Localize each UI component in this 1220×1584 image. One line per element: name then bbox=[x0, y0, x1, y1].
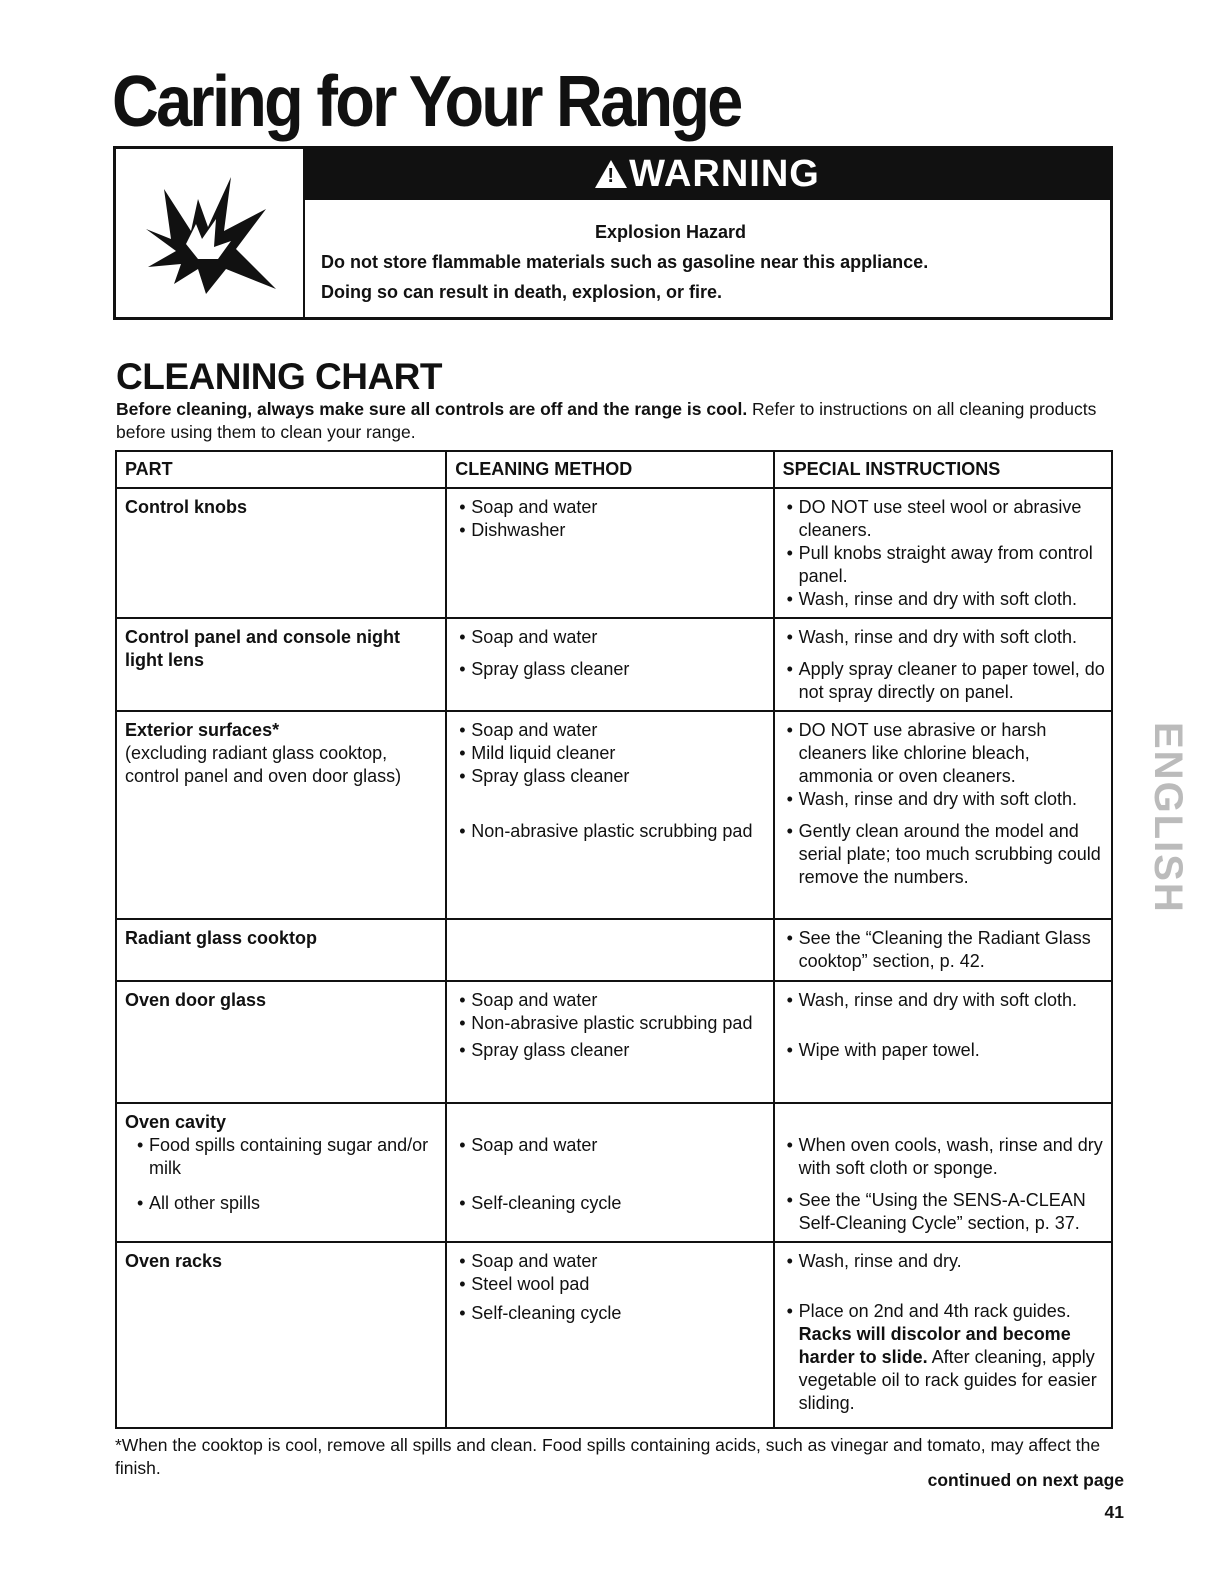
method-item: • Spray glass cleaner bbox=[455, 1039, 766, 1062]
table-row bbox=[116, 919, 1112, 981]
table-header-row bbox=[116, 451, 1112, 488]
instruction-item: • Pull knobs straight away from control panel. bbox=[783, 542, 1105, 588]
instruction-item: • See the “Using the SENS-A-CLEAN Self-Cleaning Cycle” section, p. 37. bbox=[783, 1189, 1105, 1235]
instruction-item: • See the “Cleaning the Radiant Glass cooktop” section, p. 42. bbox=[783, 927, 1105, 973]
method-item: • Soap and water bbox=[455, 1250, 766, 1273]
part-name: Control panel and console night light lens bbox=[125, 627, 401, 670]
instruction-item: • Wash, rinse and dry. bbox=[783, 1250, 1105, 1273]
cleaning-table bbox=[115, 450, 1113, 1429]
method-item: • Steel wool pad bbox=[455, 1273, 766, 1296]
rack-instruction-post: After cleaning, apply vegetable oil to rack guides for easier sliding. bbox=[798, 1347, 1097, 1413]
instruction-item: • Apply spray cleaner to paper towel, do not spray directly on panel. bbox=[783, 658, 1105, 704]
method-item: • Soap and water bbox=[455, 496, 766, 519]
part-name: Oven racks bbox=[125, 1251, 223, 1271]
rack-instruction-pre: Place on 2nd and 4th rack guides. bbox=[798, 1301, 1071, 1321]
part-name: Control knobs bbox=[125, 497, 247, 517]
method-item: • Dishwasher bbox=[455, 519, 766, 542]
part-name: Oven door glass bbox=[125, 990, 267, 1010]
col-header-part: PART bbox=[116, 451, 446, 488]
col-header-method: CLEANING METHOD bbox=[446, 451, 773, 488]
col-header-instructions: SPECIAL INSTRUCTIONS bbox=[774, 451, 1112, 488]
instruction-item bbox=[783, 1300, 1105, 1415]
warning-text bbox=[321, 217, 1100, 307]
language-side-tab bbox=[1146, 722, 1190, 942]
table-row bbox=[116, 981, 1112, 1103]
rack-instruction-bold: Racks will discolor and become harder to slide. bbox=[798, 1324, 1071, 1367]
warning-banner bbox=[305, 149, 1110, 200]
warning-hazard: Explosion Hazard bbox=[594, 222, 747, 242]
warning-label: WARNING bbox=[629, 153, 820, 195]
method-item: • Soap and water bbox=[455, 1134, 766, 1157]
instruction-item: • DO NOT use abrasive or harsh cleaners like chlorine bleach, ammonia or oven cleaners. bbox=[783, 719, 1105, 788]
instruction-item: • Wipe with paper towel. bbox=[783, 1039, 1105, 1062]
part-item: • All other spills bbox=[133, 1192, 439, 1215]
part-name: Exterior surfaces* bbox=[125, 720, 280, 740]
method-item: • Non-abrasive plastic scrubbing pad bbox=[455, 820, 766, 843]
method-item: • Mild liquid cleaner bbox=[455, 742, 766, 765]
warning-triangle-icon: ! bbox=[595, 160, 627, 188]
intro-rest: Refer to instructions on all cleaning products before using them to clean your range. bbox=[116, 399, 1097, 442]
part-item: • Food spills containing sugar and/or milk bbox=[133, 1134, 439, 1180]
method-item: • Self-cleaning cycle bbox=[455, 1192, 766, 1215]
page-number: 41 bbox=[1104, 1502, 1124, 1522]
intro-bold: Before cleaning, always make sure all controls are off and the range is cool. bbox=[116, 399, 748, 419]
warning-box bbox=[113, 146, 1113, 320]
method-item: • Spray glass cleaner bbox=[455, 658, 766, 681]
part-name: Oven cavity bbox=[125, 1112, 227, 1132]
footnote: *When the cooktop is cool, remove all spills and clean. Food spills containing acids, such as vinegar and tomato, may affect the finish. bbox=[115, 1435, 1101, 1478]
table-row bbox=[116, 618, 1112, 711]
table-row bbox=[116, 1242, 1112, 1428]
part-name: Radiant glass cooktop bbox=[125, 928, 318, 948]
page-title: Caring for Your Range bbox=[112, 62, 741, 142]
cleaning-intro bbox=[116, 398, 1116, 444]
instruction-item: • When oven cools, wash, rinse and dry with soft cloth or sponge. bbox=[783, 1134, 1105, 1180]
instruction-item: • DO NOT use steel wool or abrasive cleaners. bbox=[783, 496, 1105, 542]
side-tab-label: ENGLISH bbox=[1146, 722, 1190, 914]
method-item: • Soap and water bbox=[455, 719, 766, 742]
method-item: • Spray glass cleaner bbox=[455, 765, 766, 788]
table-row bbox=[116, 1103, 1112, 1242]
instruction-item: • Wash, rinse and dry with soft cloth. bbox=[783, 588, 1105, 611]
table-row bbox=[116, 711, 1112, 919]
warning-line-2: Doing so can result in death, explosion, or fire. bbox=[321, 282, 723, 302]
method-item: • Self-cleaning cycle bbox=[455, 1302, 766, 1325]
instruction-item: • Gently clean around the model and serial plate; too much scrubbing could remove the numbers. bbox=[783, 820, 1105, 889]
instruction-item: • Wash, rinse and dry with soft cloth. bbox=[783, 788, 1105, 811]
warning-line-1: Do not store flammable materials such as gasoline near this appliance. bbox=[321, 252, 929, 272]
continued-label: continued on next page bbox=[927, 1470, 1124, 1490]
instruction-item: • Wash, rinse and dry with soft cloth. bbox=[783, 989, 1105, 1012]
method-item: • Non-abrasive plastic scrubbing pad bbox=[455, 1012, 766, 1035]
part-note: (excluding radiant glass cooktop, control panel and oven door glass) bbox=[125, 743, 402, 786]
explosion-icon bbox=[116, 149, 305, 317]
table-row bbox=[116, 488, 1112, 618]
method-item: • Soap and water bbox=[455, 626, 766, 649]
instruction-item: • Wash, rinse and dry with soft cloth. bbox=[783, 626, 1105, 649]
cleaning-chart-heading: CLEANING CHART bbox=[116, 356, 442, 397]
method-item: • Soap and water bbox=[455, 989, 766, 1012]
